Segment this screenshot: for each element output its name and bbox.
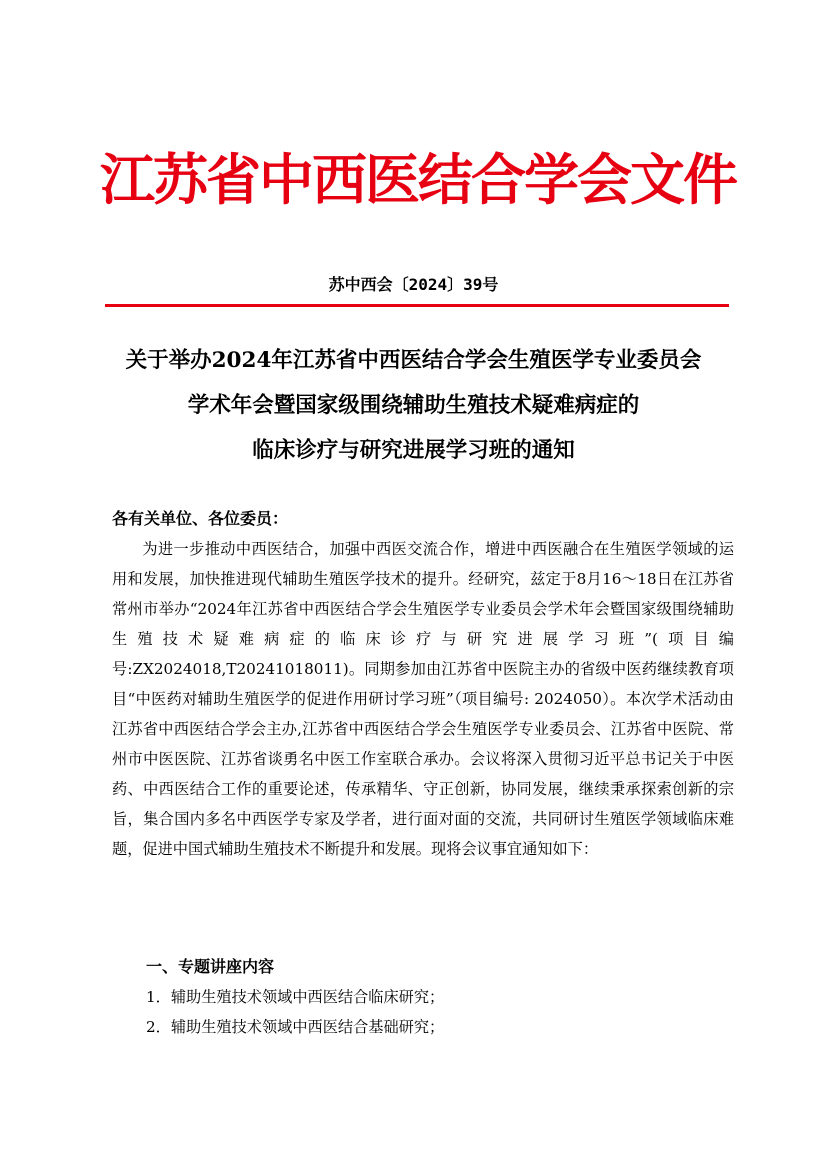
notice-title	[90, 338, 737, 473]
salutation: 各有关单位、各位委员：	[112, 509, 289, 528]
section-heading: 一、专题讲座内容	[146, 957, 275, 976]
document-number: 苏中西会〔2024〕39号	[328, 275, 499, 294]
red-divider-line	[105, 304, 729, 307]
list-item: 2．辅助生殖技术领域中西医结合基础研究；	[146, 1018, 445, 1036]
list-item: 1．辅助生殖技术领域中西医结合临床研究；	[146, 988, 445, 1006]
notice-title-line-3: 临床诊疗与研究进展学习班的通知	[252, 438, 575, 463]
body-paragraph: 为进一步推动中西医结合，加强中西医交流合作，增进中西医融合在生殖医学领域的运用和发展，加快推进现代辅助生殖医学技术的提升。经研究，兹定于8月16～18日在江苏省常州市举办“2024年江苏省中西医结合学会生殖医学专业委员会学术年会暨国家级围绕辅助生殖技术疑难病症的临床诊疗与研究进展学习班”(项目编号:ZX2024018,T20241018011)。同期参加由江苏省中医院主办的省级中医药继续教育项目“中医药对辅助生殖医学的促进作用研讨学习班”（项目编号: 2024050）。本次学术活动由江苏省中西医结合学会主办,江苏省中西医结合学会生殖医学专业委员会、江苏省中医院、常州市中医医院、江苏省谈勇名中医工作室联合承办。会议将深入贯彻习近平总书记关于中医药、中西医结合工作的重要论述，传承精华、守正创新，协同发展，继续秉承探索创新的宗旨，集合国内多名中西医学专家及学者，进行面对面的交流，共同研讨生殖医学领域临床难题，促进中国式辅助生殖技术不断提升和发展。现将会议事宜通知如下：	[112, 540, 734, 858]
notice-title-line-1: 关于举办2024年江苏省中西医结合学会生殖医学专业委员会	[125, 348, 702, 373]
masthead-title: 江苏省中西医结合学会文件	[100, 147, 737, 212]
notice-title-line-2: 学术年会暨国家级围绕辅助生殖技术疑难病症的	[187, 393, 640, 418]
